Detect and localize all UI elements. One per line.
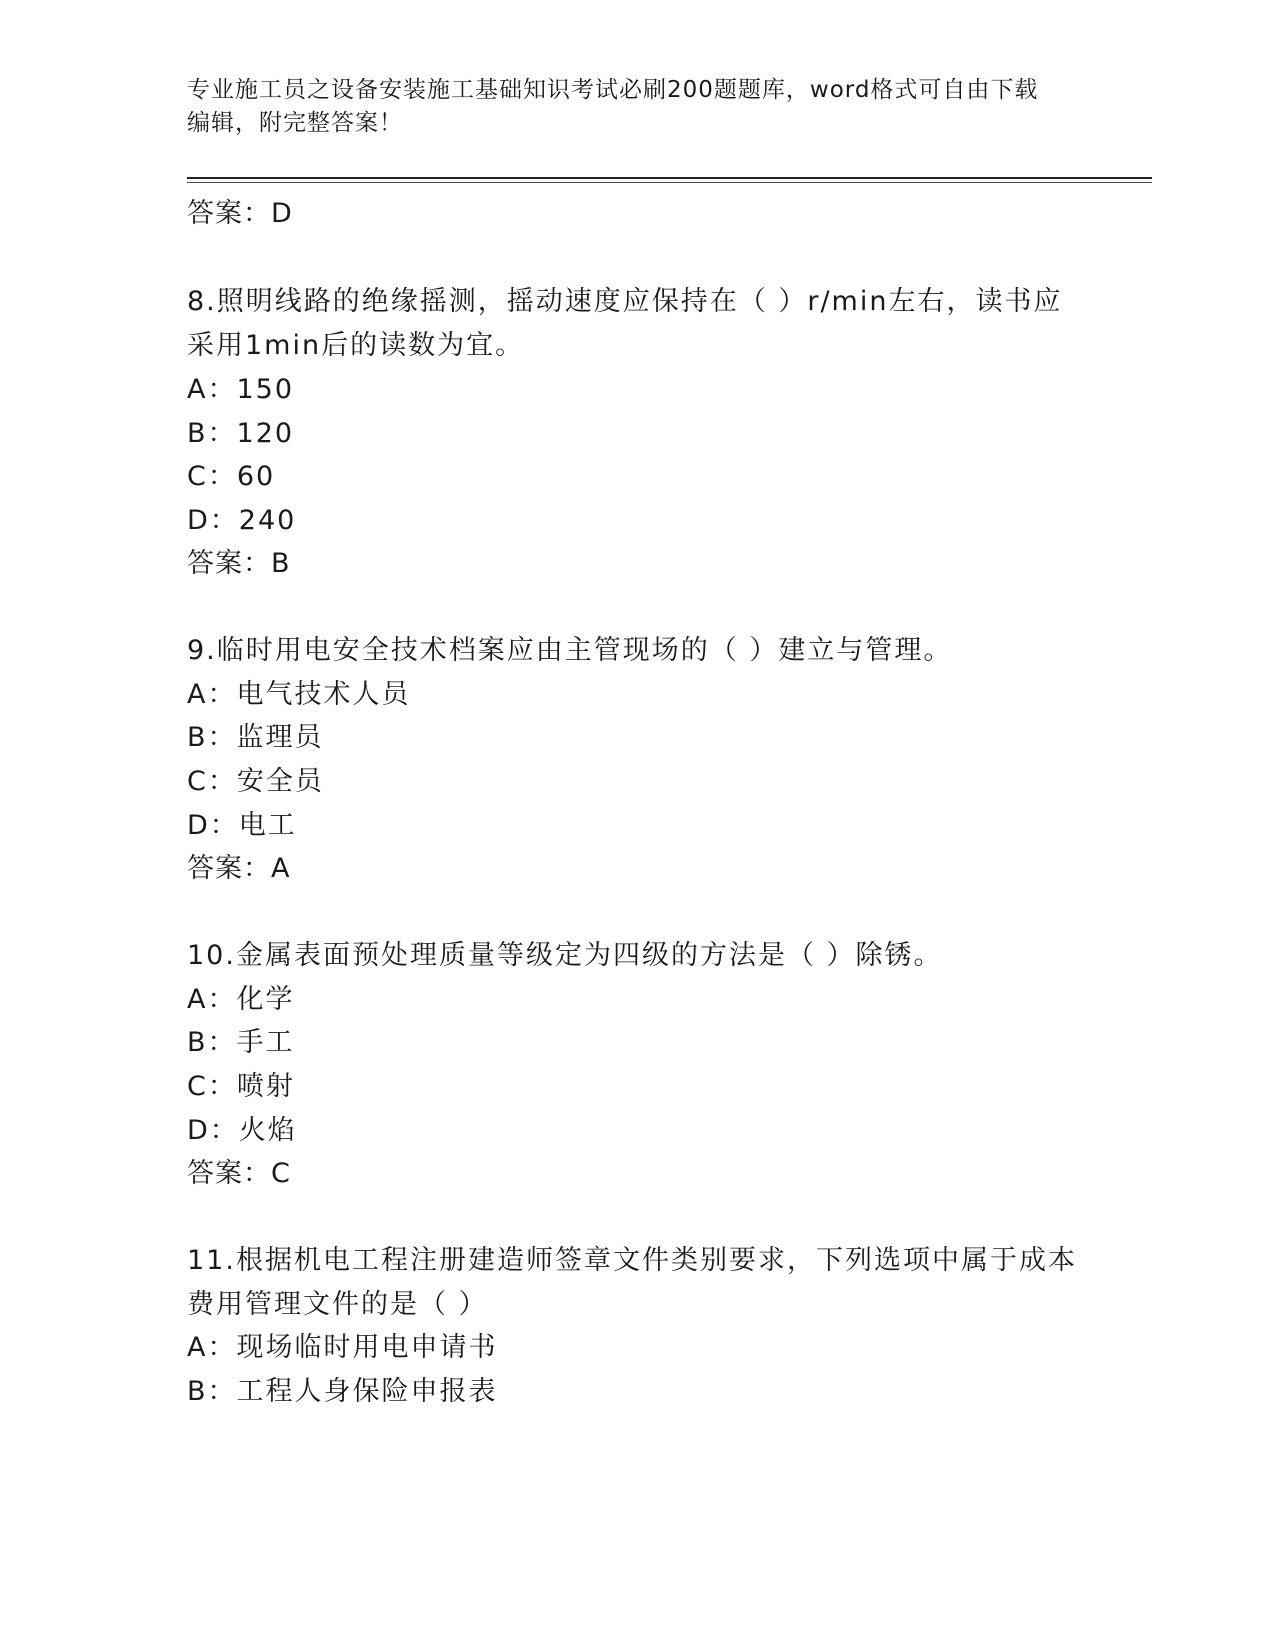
- document-header: [187, 74, 1067, 140]
- question-10-option-d: D：火焰: [187, 1115, 297, 1146]
- question-8-answer: 答案：B: [187, 548, 291, 579]
- question-8-option-d: D：240: [187, 505, 297, 536]
- question-11-stem-line-2: 费用管理文件的是（ ）: [187, 1289, 488, 1320]
- question-9-option-a: A：电气技术人员: [187, 679, 411, 710]
- question-9-answer: 答案：A: [187, 853, 291, 884]
- question-10-answer: 答案：C: [187, 1158, 291, 1189]
- question-11-option-b: B：工程人身保险申报表: [187, 1376, 498, 1407]
- question-10-option-b: B：手工: [187, 1027, 295, 1058]
- header-title-line-1: 专业施工员之设备安装施工基础知识考试必刷200题题库，word格式可自由下载: [187, 77, 1039, 103]
- question-8-option-b: B：120: [187, 418, 295, 449]
- question-10-option-c: C：喷射: [187, 1071, 295, 1102]
- question-9-stem-line-1: 9.临时用电安全技术档案应由主管现场的（ ）建立与管理。: [187, 635, 953, 666]
- question-10-stem-line-1: 10.金属表面预处理质量等级定为四级的方法是（ ）除锈。: [187, 940, 943, 971]
- question-10-option-a: A：化学: [187, 984, 295, 1015]
- question-11-option-a: A：现场临时用电申请书: [187, 1332, 498, 1363]
- header-divider-thin: [187, 182, 1152, 183]
- question-11-stem-line-1: 11.根据机电工程注册建造师签章文件类别要求，下列选项中属于成本: [187, 1245, 1077, 1276]
- question-8-option-a: A：150: [187, 374, 295, 405]
- previous-answer: 答案：D: [187, 198, 293, 229]
- question-8-option-c: C：60: [187, 461, 276, 492]
- question-9-option-d: D：电工: [187, 810, 297, 841]
- header-title-line-2: 编辑，附完整答案！: [187, 110, 403, 136]
- question-8-stem-line-2: 采用1min后的读数为宜。: [187, 330, 525, 361]
- question-8-stem-line-1: 8.照明线路的绝缘摇测，摇动速度应保持在（ ）r/min左右，读书应: [187, 286, 1063, 317]
- question-9-option-c: C：安全员: [187, 766, 324, 797]
- header-divider-thick: [187, 177, 1152, 179]
- question-9-option-b: B：监理员: [187, 722, 324, 753]
